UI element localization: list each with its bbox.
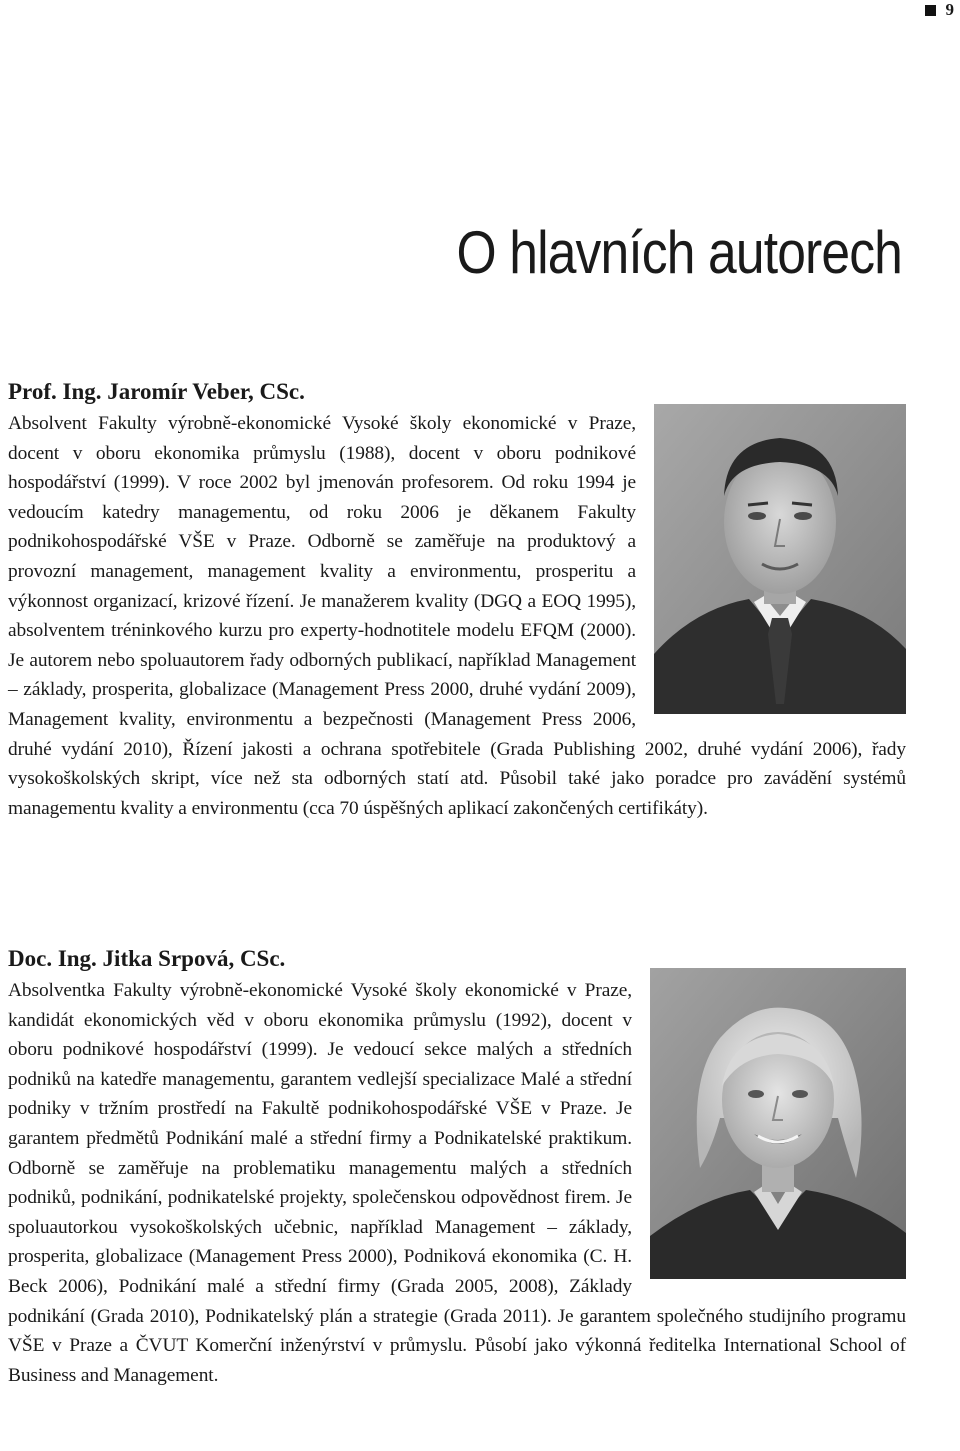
portrait-woman-image bbox=[650, 968, 906, 1279]
author-name: Prof. Ing. Jaromír Veber, CSc. bbox=[8, 379, 305, 404]
black-square-icon bbox=[925, 5, 936, 16]
author-portrait-photo bbox=[650, 968, 906, 1279]
author-name: Doc. Ing. Jitka Srpová, CSc. bbox=[8, 946, 286, 971]
page-number-marker bbox=[925, 0, 955, 20]
author-bio-veber bbox=[8, 377, 906, 823]
page-number: 9 bbox=[945, 0, 954, 19]
page-title: O hlavních autorech bbox=[456, 219, 902, 286]
author-biography: Absolventka Fakulty výrobně-ekonomické Vysoké školy ekonomické v Praze, kandidát ekonomických věd v oboru ekonomika průmyslu (1992), docent v oboru podnikové hospodářství (1999). Je vedoucí sekce malých a středních podniků na katedře managementu, garantem vedlejší specializace Malé a střední podniky v tržním prostředí na Fakultě podnikohospodářské VŠE v Praze. Je garantem předmětů Podnikání malé a střední firmy a Podnikatelské praktikum. Odborně se zaměřuje na problematiku managementu malých a středních podniků, podnikání, podnikatelské projekty, společenskou odpovědnost firem. Je spoluautorkou vysokoškolských učebnic, například Management – základy, prosperita, globalizace (Management Press 2000), Podniková ekonomika (C. H. Beck 2006), Podnikání malé a střední firmy (Grada 2005, 2008), Základy podnikání (Grada 2010), Podnikatelský plán a strategie (Grada 2011). Je garantem společného studijního programu VŠE v Praze a ČVUT Komerční inženýrství v průmyslu. Působí jako výkonná ředitelka International School of Business and Management. bbox=[8, 980, 906, 1386]
author-portrait-photo bbox=[654, 404, 906, 714]
author-bio-srpova bbox=[8, 944, 906, 1390]
portrait-man-image bbox=[654, 404, 906, 714]
author-biography: Absolvent Fakulty výrobně-ekonomické Vysoké školy ekonomické v Praze, docent v oboru ekonomika průmyslu (1988), docent v oboru podnikové hospodářství (1999). V roce 2002 byl jmenován profesorem. Od roku 1994 je vedoucím katedry managementu, od roku 2006 je děkanem Fakulty podnikohospodářské VŠE v Praze. Odborně se zaměřuje na produktový a provozní management, management kvality a environmentu, prosperitu a výkonnost organizací, krizové řízení. Je manažerem kvality (DGQ a EOQ 1995), absolventem tréninkového kurzu pro experty-hodnotitele modelu EFQM (2000). Je autorem nebo spoluautorem řady odborných publikací, například Management – základy, prosperita, globalizace (Management Press 2000, druhé vydání 2009), Management kvality, environmentu a bezpečnosti (Management Press 2006, druhé vydání 2010), Řízení jakosti a ochrana spotřebitele (Grada Publishing 2002, druhé vydání 2006), řady vysokoškolských skript, více než sta odborných statí atd. Působil také jako poradce pro zavádění systémů managementu kvality a environmentu (cca 70 úspěšných aplikací zakončených certifikáty). bbox=[8, 413, 906, 819]
